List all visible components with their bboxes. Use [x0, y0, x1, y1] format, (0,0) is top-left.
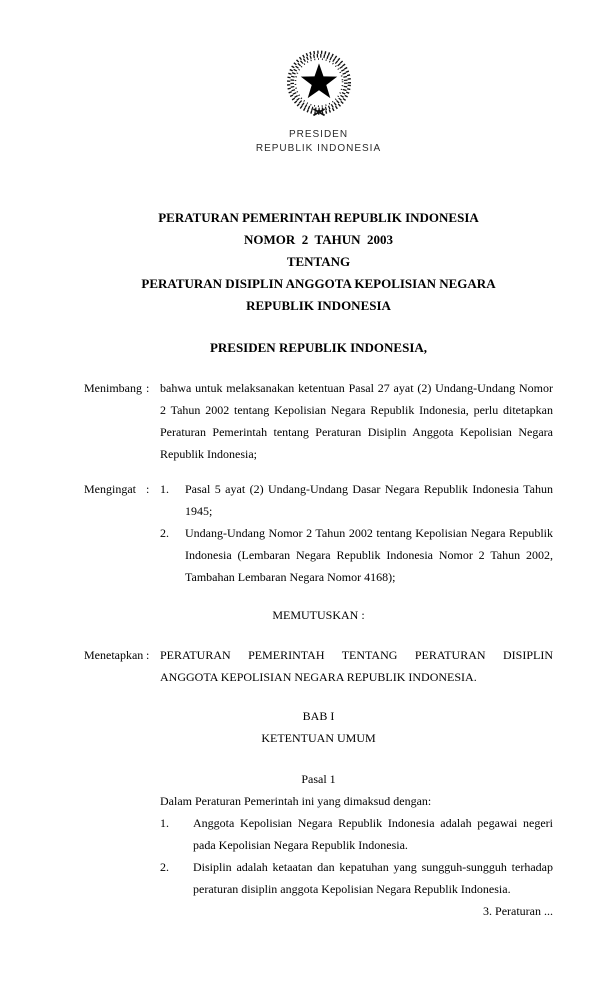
title-line-5: REPUBLIK INDONESIA — [246, 298, 391, 313]
clause-menetapkan — [84, 644, 553, 688]
pasal-item-1 — [160, 812, 553, 856]
letterhead-caption — [84, 128, 553, 155]
letterhead-line1: PRESIDEN — [288, 129, 349, 140]
pasal-item-2-number: 2. — [160, 860, 169, 874]
preamble-heading: PRESIDEN REPUBLIK INDONESIA, — [209, 340, 428, 355]
title-block — [84, 207, 553, 317]
star-icon — [300, 63, 336, 98]
title-line-2: NOMOR 2 TAHUN 2003 — [243, 232, 394, 247]
mengingat-colon: : — [146, 482, 150, 496]
menimbang-text: bahwa untuk melaksanakan ketentuan Pasal 27 ayat (2) Undang-Undang Nomor 2 Tahun 2002 tentang Kepolisian Negara Republik Indonesia, perlu ditetapkan Peraturan Pemerintah tentang Peraturan Disiplin Anggota Kepolisian Negara Republik Indonesia; — [160, 381, 553, 461]
mengingat-item-1-text: Pasal 5 ayat (2) Undang-Undang Dasar Negara Republik Indonesia Tahun 1945; — [185, 482, 553, 518]
mengingat-item-2-text: Undang-Undang Nomor 2 Tahun 2002 tentang Kepolisian Negara Republik Indonesia (Lembaran Negara Republik Indonesia Nomor 2 Tahun 2002, Tambahan Lembaran Negara Nomor 4168); — [185, 526, 553, 584]
clause-mengingat — [84, 478, 553, 588]
menetapkan-label: Menetapkan — [84, 648, 144, 662]
letterhead — [84, 44, 553, 155]
memutuskan-heading: MEMUTUSKAN : — [272, 608, 365, 622]
menimbang-colon: : — [146, 381, 150, 395]
menetapkan-colon: : — [146, 648, 150, 662]
mengingat-item-2 — [160, 522, 553, 588]
title-line-4: PERATURAN DISIPLIN ANGGOTA KEPOLISIAN NEGARA — [141, 276, 496, 291]
catchword: 3. Peraturan ... — [483, 904, 553, 918]
presidential-seal — [279, 44, 359, 126]
mengingat-item-1-number: 1. — [160, 482, 169, 496]
mengingat-item-1 — [160, 478, 553, 522]
mengingat-item-2-number: 2. — [160, 526, 169, 540]
pasal-intro: Dalam Peraturan Pemerintah ini yang dimaksud dengan: — [160, 794, 432, 808]
bab-number: BAB I — [302, 709, 335, 723]
bab-title: KETENTUAN UMUM — [261, 731, 376, 745]
menetapkan-text: PERATURAN PEMERINTAH TENTANG PERATURAN DISIPLIN ANGGOTA KEPOLISIAN NEGARA REPUBLIK INDONESIA. — [160, 648, 553, 684]
mengingat-label: Mengingat — [84, 482, 136, 496]
pasal-item-1-text: Anggota Kepolisian Negara Republik Indonesia adalah pegawai negeri pada Kepolisian Negara Republik Indonesia. — [193, 816, 553, 852]
title-line-1: PERATURAN PEMERINTAH REPUBLIK INDONESIA — [158, 210, 479, 225]
pasal-heading: Pasal 1 — [301, 772, 336, 786]
clause-menimbang — [84, 377, 553, 465]
pasal-body — [84, 790, 553, 900]
pasal-item-2 — [160, 856, 553, 900]
letterhead-line2: REPUBLIK INDONESIA — [255, 142, 382, 154]
title-line-3: TENTANG — [286, 254, 351, 269]
pasal-item-1-number: 1. — [160, 816, 169, 830]
mengingat-items — [160, 478, 553, 588]
menimbang-label: Menimbang — [84, 381, 142, 395]
pasal-item-2-text: Disiplin adalah ketaatan dan kepatuhan yang sungguh-sungguh terhadap peraturan disiplin anggota Kepolisian Negara Republik Indonesia. — [193, 860, 553, 896]
